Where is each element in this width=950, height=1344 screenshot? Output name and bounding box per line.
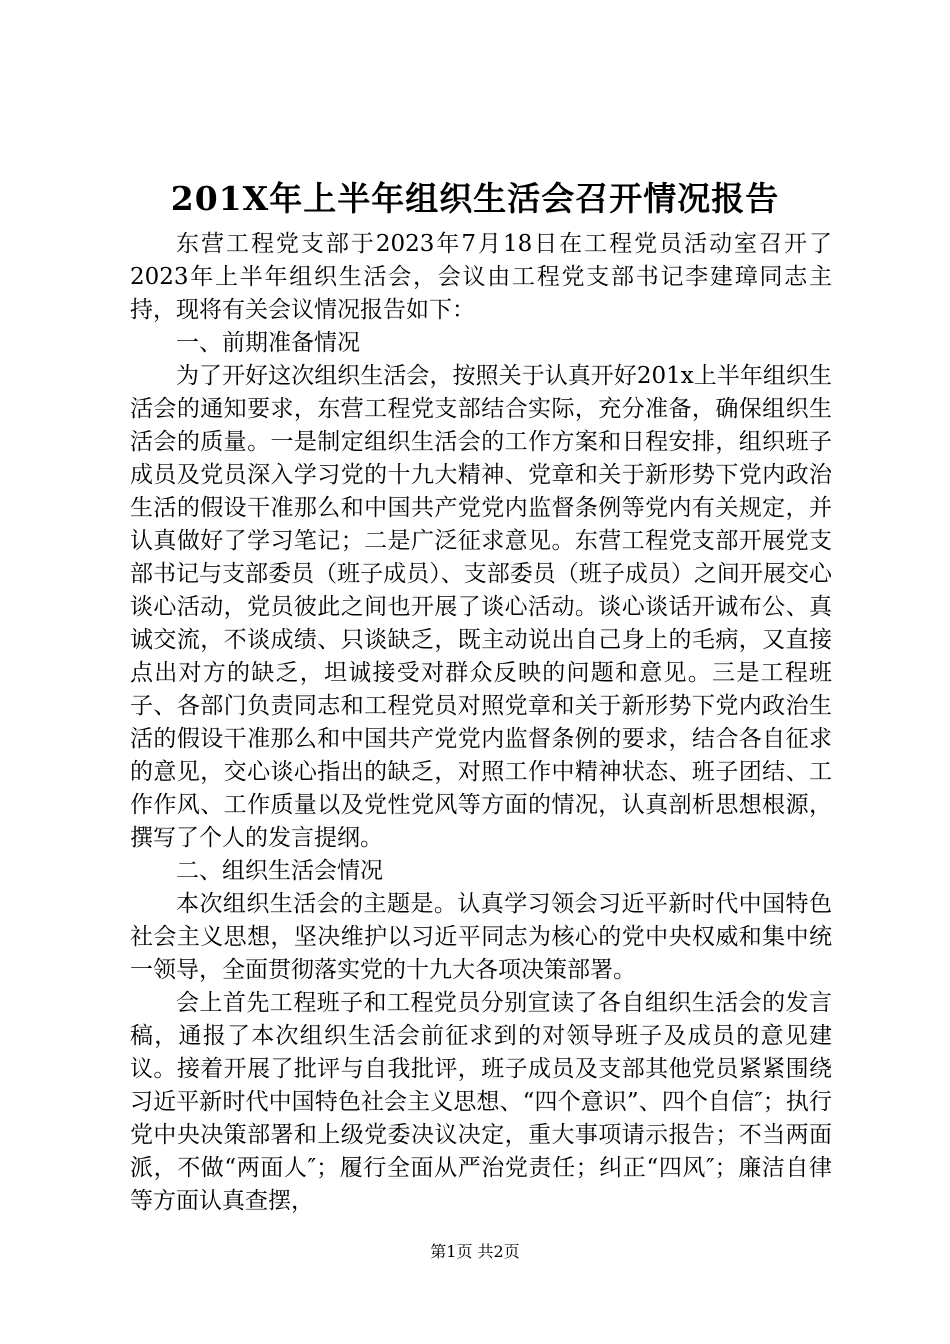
section-heading-meeting: 二、组织生活会情况 bbox=[176, 858, 383, 884]
paragraph-intro: 东营工程党支部于2023年7月18日在工程党员活动室召开了2023年上半年组织生活会，会议由工程党支部书记李建璋同志主持，现将有关会议情况报告如下： bbox=[130, 231, 832, 323]
document-body bbox=[130, 228, 832, 1218]
section-heading-preparation: 一、前期准备情况 bbox=[176, 330, 360, 356]
paragraph-theme: 本次组织生活会的主题是。认真学习领会习近平新时代中国特色社会主义思想，坚决维护以习近平同志为核心的党中央权威和集中统一领导，全面贯彻落实党的十九大各项决策部署。 bbox=[130, 891, 832, 983]
paragraph-proceedings: 会上首先工程班子和工程党员分别宣读了各自组织生活会的发言稿，通报了本次组织生活会前征求到的对领导班子及成员的意见建议。接着开展了批评与自我批评，班子成员及支部其他党员紧紧围绕习近平新时代中国特色社会主义思想、“四个意识”、四个自信″；执行党中央决策部署和上级党委决议决定，重大事项请示报告；不当两面派，不做“两面人″；履行全面从严治党责任；纠正“四风″；廉洁自律等方面认真查摆， bbox=[130, 990, 832, 1214]
document-title: 201X年上半年组织生活会召开情况报告 bbox=[170, 179, 780, 218]
paragraph-preparation: 为了开好这次组织生活会，按照关于认真开好201x上半年组织生活会的通知要求，东营工程党支部结合实际，充分准备，确保组织生活会的质量。一是制定组织生活会的工作方案和日程安排，组织班子成员及党员深入学习党的十九大精神、党章和关于新形势下党内政治生活的假设干准那么和中国共产党党内监督条例等党内有关规定，并认真做好了学习笔记；二是广泛征求意见。东营工程党支部开展党支部书记与支部委员（班子成员）、支部委员（班子成员）之间开展交心谈心活动，党员彼此之间也开展了谈心活动。谈心谈话开诚布公、真诚交流，不谈成绩、只谈缺乏，既主动说出自己身上的毛病，又直接点出对方的缺乏，坦诚接受对群众反映的问题和意见。三是工程班子、各部门负责同志和工程党员对照党章和关于新形势下党内政治生活的假设干准那么和中国共产党党内监督条例的要求，结合各自征求的意见，交心谈心指出的缺乏，对照工作中精神状态、班子团结、工作作风、工作质量以及党性党风等方面的情况，认真剖析思想根源，撰写了个人的发言提纲。 bbox=[130, 363, 832, 851]
page-number-footer: 第1页 共2页 bbox=[430, 1242, 520, 1261]
